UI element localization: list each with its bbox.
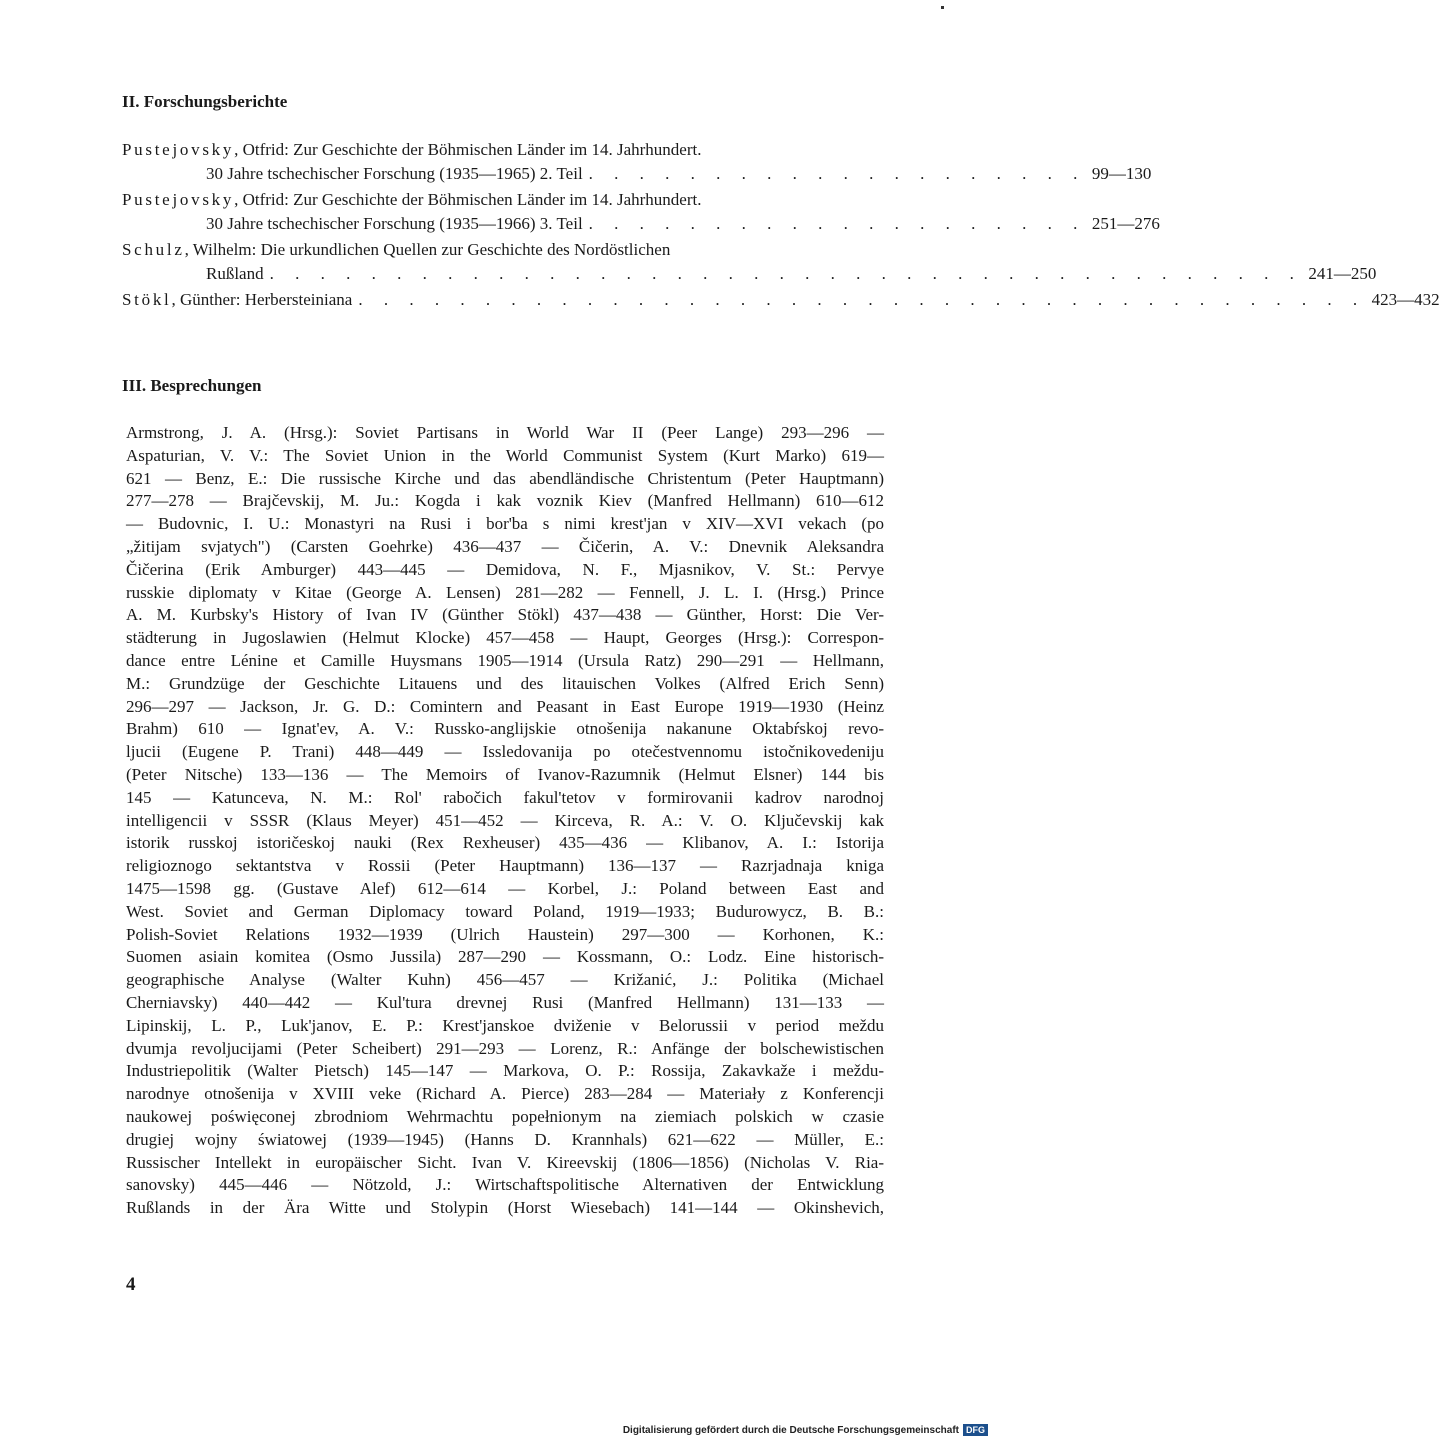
text-line: Brahm) 610 — Ignat'ev, A. V.: Russko-anglijskie otnošenija nakanune Oktabŕskoj revo- [126, 719, 884, 739]
text-line: 1475—1598 gg. (Gustave Alef) 612—614 — Korbel, J.: Poland between East and [126, 878, 884, 898]
text-line: Rußlands in der Ära Witte und Stolypin (Horst Wiesebach) 141—144 — Okinshevich, [126, 1198, 884, 1218]
entry-author: Pustejovsky [122, 190, 235, 209]
text-line: Čičerina (Erik Amburger) 443—445 — Demidova, N. F., Mjasnikov, V. St.: Pervye [126, 559, 884, 579]
section-heading-besprechungen: III. Besprechungen [122, 376, 262, 395]
text-line: M.: Grundzüge der Geschichte Litauens und des litauischen Volkes (Alfred Erich Senn) [126, 673, 884, 693]
entry-pages: 99—130 [1091, 164, 1152, 183]
entry-title-line1: , Otfrid: Zur Geschichte der Böhmischen Länder im 14. Jahrhundert. [234, 190, 702, 209]
text-line: drugiej wojny światowej (1939—1945) (Hanns D. Krannhals) 621—622 — Müller, E.: [126, 1129, 884, 1149]
digitization-footer [623, 1424, 988, 1436]
text-line: (Peter Nitsche) 133—136 — The Memoirs of Ivanov-Razumnik (Helmut Elsner) 144 bis [126, 764, 884, 784]
text-line: 296—297 — Jackson, Jr. G. D.: Comintern and Peasant in East Europe 1919—1930 (Heinz [126, 696, 884, 716]
text-line: dvumja revoljucijami (Peter Scheibert) 291—293 — Lorenz, R.: Anfänge der bolschewistischen [126, 1038, 884, 1058]
entry-pages: 251—276 [1091, 214, 1160, 233]
text-line: geographische Analyse (Walter Kuhn) 456—457 — Križanić, J.: Politika (Michael [126, 970, 884, 990]
entry-title-line2: 30 Jahre tschechischer Forschung (1935—1966) 3. Teil [206, 214, 583, 233]
entry-title-line2: 30 Jahre tschechischer Forschung (1935—1965) 2. Teil [206, 164, 583, 183]
text-line: sanovsky) 445—446 — Nötzold, J.: Wirtschaftspolitische Alternativen der Entwicklung [126, 1175, 884, 1195]
text-line: Suomen asiain komitea (Osmo Jussila) 287—290 — Kossmann, O.: Lodz. Eine historisch- [126, 947, 884, 967]
text-line: narodnye otnošenija v XVIII veke (Richard A. Pierce) 283—284 — Materiały z Konferencji [126, 1084, 884, 1104]
forschungsberichte-list [122, 138, 1440, 314]
text-line: Aspaturian, V. V.: The Soviet Union in the World Communist System (Kurt Marko) 619— [126, 445, 884, 465]
entry-pustejovsky-1: Pustejovsky , Otfrid: Zur Geschichte der Böhmischen Länder im 14. Jahrhundert. 30 Jahre tschechischer Forschung (1935—1965) 2. Teil . . . . . . . . . . . . . . . . . . . . 99—130 [122, 138, 882, 186]
text-line: ljucii (Eugene P. Trani) 448—449 — Issledovanija po otečestvennomu istočnikovedeniju [126, 742, 884, 762]
entry-title-line1: , Günther: Herbersteiniana [171, 290, 353, 309]
entry-author: Pustejovsky [122, 140, 235, 159]
text-line: Cherniavsky) 440—442 — Kul'tura drevnej Rusi (Manfred Hellmann) 131—133 — [126, 992, 884, 1012]
text-line: 621 — Benz, E.: Die russische Kirche und das abendländische Christentum (Peter Hauptmann) [126, 468, 884, 488]
dfg-logo-icon: DFG [963, 1424, 988, 1436]
entry-schulz: Schulz , Wilhelm: Die urkundlichen Quellen zur Geschichte des Nordöstlichen Rußland . . . . . . . . . . . . . . . . . . . . . . . . . . . . . . . . . . . . . . . . . 241—250 [122, 238, 882, 286]
text-line: West. Soviet and German Diplomacy toward Poland, 1919—1933; Budurowycz, B. B.: [126, 901, 884, 921]
text-line: Industriepolitik (Walter Pietsch) 145—147 — Markova, O. P.: Rossija, Zakavkaže i meždu- [126, 1061, 884, 1081]
entry-stoekl: Stökl , Günther: Herbersteiniana . . . . . . . . . . . . . . . . . . . . . . . . . . . . . . . . . . . . . . . . 423—432 [122, 288, 882, 312]
text-line: Lipinskij, L. P., Luk'janov, E. P.: Krest'janskoe dviženie v Belorussii v period meždu [126, 1015, 884, 1035]
text-line: Armstrong, J. A. (Hrsg.): Soviet Partisans in World War II (Peer Lange) 293—296 — [126, 423, 884, 442]
entry-pustejovsky-2: Pustejovsky , Otfrid: Zur Geschichte der Böhmischen Länder im 14. Jahrhundert. 30 Jahre tschechischer Forschung (1935—1966) 3. Teil . . . . . . . . . . . . . . . . . . . . 251—276 [122, 188, 882, 236]
text-line: „žitijam svjatych") (Carsten Goehrke) 436—437 — Čičerin, A. V.: Dnevnik Aleksandra [126, 536, 884, 556]
text-line: Polish-Soviet Relations 1932—1939 (Ulrich Haustein) 297—300 — Korhonen, K.: [126, 924, 884, 944]
entry-title-line1: , Otfrid: Zur Geschichte der Böhmischen Länder im 14. Jahrhundert. [234, 140, 702, 159]
text-line: städterung in Jugoslawien (Helmut Klocke) 457—458 — Haupt, Georges (Hrsg.): Correspon- [126, 628, 884, 648]
entry-author: Schulz [122, 240, 185, 259]
section-heading-forschungsberichte: II. Forschungsberichte [122, 92, 288, 111]
entry-author: Stökl [122, 290, 172, 309]
footer-text: Digitalisierung gefördert durch die Deutsche Forschungsgemeinschaft [622, 1424, 959, 1436]
text-line: dance entre Lénine et Camille Huysmans 1905—1914 (Ursula Ratz) 290—291 — Hellmann, [126, 650, 884, 670]
entry-title-line1: , Wilhelm: Die urkundlichen Quellen zur Geschichte des Nordöstlichen [184, 240, 671, 259]
text-line: — Budovnic, I. U.: Monastyri na Rusi i bor'ba s nimi krest'jan v XIV—XVI vekach (po [126, 514, 884, 534]
text-line: 277—278 — Brajčevskij, M. Ju.: Kogda i kak voznik Kiev (Manfred Hellmann) 610—612 [126, 491, 884, 511]
entry-pages: 241—250 [1308, 264, 1377, 283]
text-line: 145 — Katunceva, N. M.: Rol' rabočich fakul'tetov v formirovanii kadrov narodnoj [126, 787, 884, 807]
text-line: Russischer Intellekt in europäischer Sicht. Ivan V. Kireevskij (1806—1856) (Nicholas V. Ria- [126, 1152, 884, 1172]
text-line: A. M. Kurbsky's History of Ivan IV (Günther Stökl) 437—438 — Günther, Horst: Die Ver- [126, 605, 884, 625]
text-line: russkie diplomaty v Kitae (George A. Lensen) 281—282 — Fennell, J. L. I. (Hrsg.) Prince [126, 582, 884, 602]
text-line: intelligencii v SSSR (Klaus Meyer) 451—452 — Kirceva, R. A.: V. O. Ključevskij kak [126, 810, 884, 830]
besprechungen-paragraph [126, 422, 884, 1220]
entry-title-line2: Rußland [206, 264, 264, 283]
page-number: 4 [126, 1274, 136, 1295]
text-line: istorik russkoj istoričeskoj nauki (Rex Rexheuser) 435—436 — Klibanov, A. I.: Istorija [126, 833, 884, 853]
text-line: religioznogo sektantstva v Rossii (Peter Hauptmann) 136—137 — Razrjadnaja kniga [126, 856, 884, 876]
text-line: naukowej poświęconej zbrodniom Wehrmachtu popełnionym na ziemiach polskich w czasie [126, 1106, 884, 1126]
entry-pages: 423—432 [1371, 290, 1440, 309]
scan-mark [941, 6, 944, 9]
